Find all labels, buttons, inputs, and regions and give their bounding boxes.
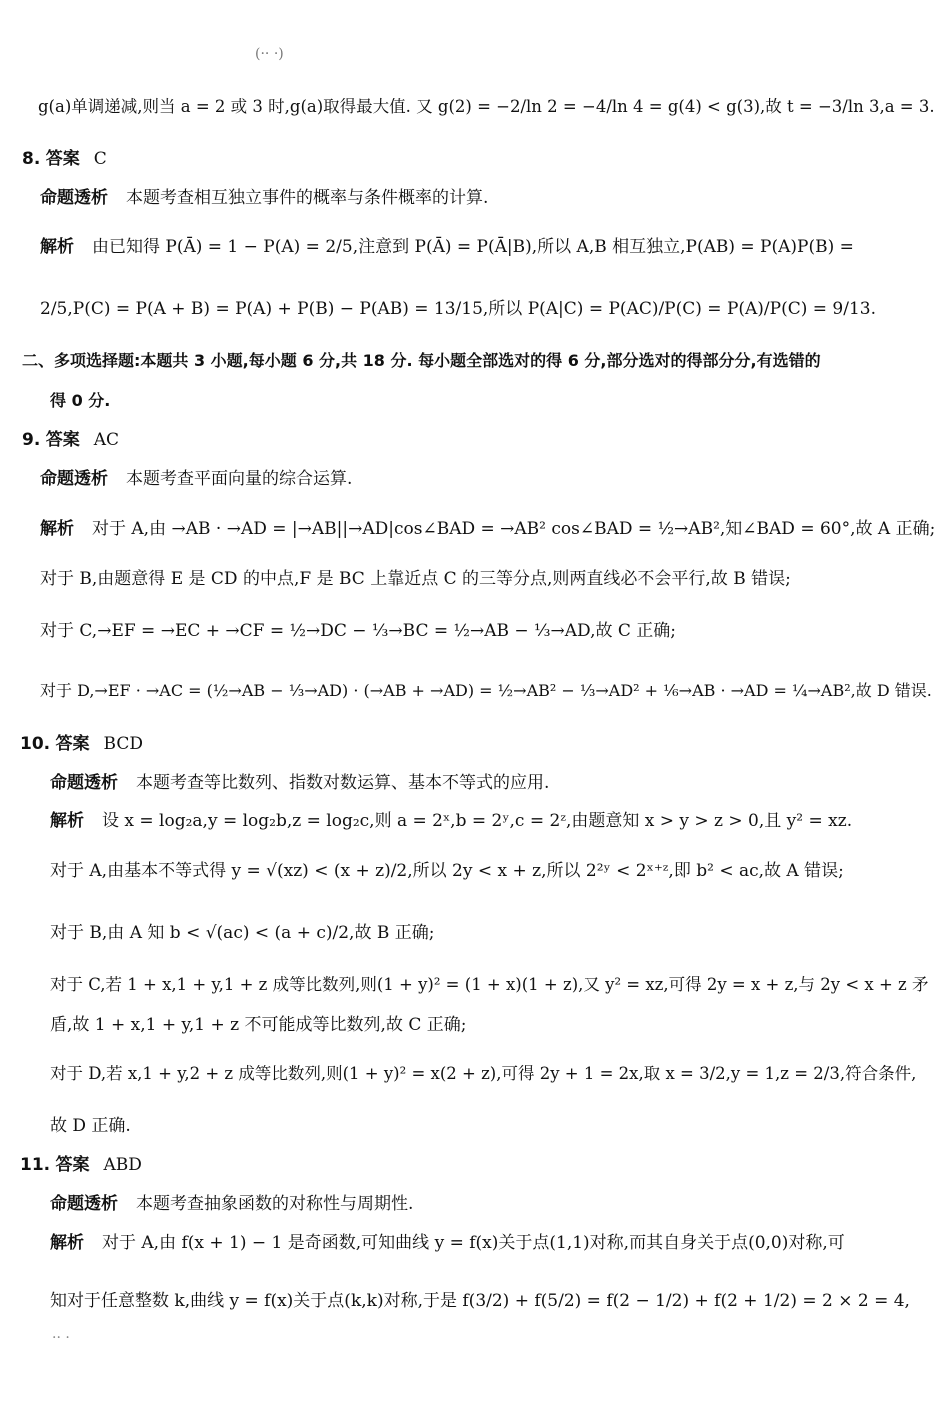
text: 对于 A,由 f(x + 1) − 1 是奇函数,可知曲线 y = f(x)关于点(1,1)对称,而其自身关于点(0,0)对称,可 <box>102 1233 845 1253</box>
answer-label: 答案 <box>55 734 90 754</box>
page-bottom-fragment: ·· · <box>52 1330 70 1346</box>
text-line <box>50 1063 916 1085</box>
analysis-line <box>40 468 352 490</box>
section-label: 命题透析 <box>50 773 118 793</box>
text: 二、多项选择题:本题共 3 小题,每小题 6 分,共 18 分. 每小题全部选对的得 6 分,部分选对的得部分分,有选错的 <box>22 351 821 370</box>
analysis-line <box>50 1193 413 1215</box>
solution-line <box>50 810 852 832</box>
text: 对于 B,由 A 知 b < √(ac) < (a + c)/2,故 B 正确; <box>50 923 435 943</box>
text-line <box>50 1014 466 1036</box>
text: 故 D 正确. <box>50 1116 131 1136</box>
text: g(a)单调递减,则当 a = 2 或 3 时,g(a)取得最大值. 又 g(2) = −2/ln 2 = −4/ln 4 = g(4) < g(3),故 t = −3/ln 3,a = 3. <box>38 97 935 116</box>
text: 得 0 分. <box>50 391 111 410</box>
section-label: 解析 <box>40 237 74 257</box>
section-heading <box>22 350 821 372</box>
answer-value: AC <box>93 430 119 450</box>
section-label: 解析 <box>50 811 84 831</box>
section-label: 命题透析 <box>50 1194 118 1214</box>
solution-line <box>40 236 854 258</box>
text: 知对于任意整数 k,曲线 y = f(x)关于点(k,k)对称,于是 f(3/2) + f(5/2) = f(2 − 1/2) + f(2 + 1/2) = 2 × 2 = 4, <box>50 1291 910 1311</box>
text-line <box>50 860 844 882</box>
answer-line <box>22 429 119 451</box>
text: 本题考查等比数列、指数对数运算、基本不等式的应用. <box>136 773 550 793</box>
answer-line <box>20 733 143 755</box>
solution-line <box>50 1232 845 1254</box>
text: 对于 A,由基本不等式得 y = √(xz) < (x + z)/2,所以 2y < x + z,所以 2²ʸ < 2ˣ⁺ᶻ,即 b² < ac,故 A 错误; <box>50 861 844 881</box>
answer-value: BCD <box>103 734 143 754</box>
answer-value: C <box>93 149 107 169</box>
text: 对于 D,若 x,1 + y,2 + z 成等比数列,则(1 + y)² = x(2 + z),可得 2y + 1 = 2x,取 x = 3/2,y = 1,z = 2/3,符合条件, <box>50 1064 917 1083</box>
solution-line <box>40 518 935 540</box>
text: 由已知得 P(Ā) = 1 − P(A) = 2/5,注意到 P(Ā) = P(Ā|B),所以 A,B 相互独立,P(AB) = P(A)P(B) = <box>92 237 854 257</box>
question-number: 10. <box>20 734 51 754</box>
analysis-line <box>40 187 488 209</box>
answer-line <box>22 148 107 170</box>
text: 对于 C,→EF = →EC + →CF = ½→DC − ⅓→BC = ½→AB − ⅓→AD,故 C 正确; <box>40 621 677 641</box>
text-line <box>50 974 929 996</box>
text-line <box>40 568 791 590</box>
section-label: 命题透析 <box>40 469 108 489</box>
question-number: 8. <box>22 149 41 169</box>
answer-line <box>20 1154 142 1176</box>
text: 设 x = log₂a,y = log₂b,z = log₂c,则 a = 2ˣ,b = 2ʸ,c = 2ᶻ,由题意知 x > y > z > 0,且 y² = xz. <box>102 811 853 831</box>
section-label: 命题透析 <box>40 188 108 208</box>
text: 本题考查平面向量的综合运算. <box>126 469 353 489</box>
analysis-line <box>50 772 549 794</box>
text: 对于 B,由题意得 E 是 CD 的中点,F 是 BC 上靠近点 C 的三等分点,则两直线必不会平行,故 B 错误; <box>40 569 791 589</box>
page-top-fragment: (·· ·) <box>255 46 284 62</box>
text-line <box>50 1290 910 1312</box>
text: 对于 D,→EF · →AC = (½→AB − ⅓→AD) · (→AB + →AD) = ½→AB² − ⅓→AD² + ⅙→AB · →AD = ¼→AB²,故 D 错误. <box>40 681 932 700</box>
question-number: 11. <box>20 1155 51 1175</box>
section-label: 解析 <box>40 519 74 539</box>
section-label: 解析 <box>50 1233 84 1253</box>
text-line <box>40 298 876 320</box>
question-number: 9. <box>22 430 41 450</box>
text: 本题考查抽象函数的对称性与周期性. <box>136 1194 414 1214</box>
text: 本题考查相互独立事件的概率与条件概率的计算. <box>126 188 489 208</box>
answer-value: ABD <box>103 1155 142 1175</box>
answer-label: 答案 <box>45 149 80 169</box>
text: 2/5,P(C) = P(A + B) = P(A) + P(B) − P(AB) = 13/15,所以 P(A|C) = P(AC)/P(C) = P(A)/P(C) = 9/13. <box>40 299 876 319</box>
section-heading-cont <box>50 390 110 412</box>
text-line <box>40 680 932 702</box>
text: 对于 A,由 →AB · →AD = |→AB||→AD|cos∠BAD = →AB² cos∠BAD = ½→AB²,知∠BAD = 60°,故 A 正确; <box>92 519 936 539</box>
text-line <box>50 922 434 944</box>
text: 盾,故 1 + x,1 + y,1 + z 不可能成等比数列,故 C 正确; <box>50 1015 467 1035</box>
answer-label: 答案 <box>45 430 80 450</box>
text-line <box>40 620 676 642</box>
text: 对于 C,若 1 + x,1 + y,1 + z 成等比数列,则(1 + y)² = (1 + x)(1 + z),又 y² = xz,可得 2y = x + z,与 2y < x + z 矛 <box>50 975 929 994</box>
text-line <box>38 96 935 118</box>
answer-label: 答案 <box>55 1155 90 1175</box>
text-line <box>50 1115 131 1137</box>
